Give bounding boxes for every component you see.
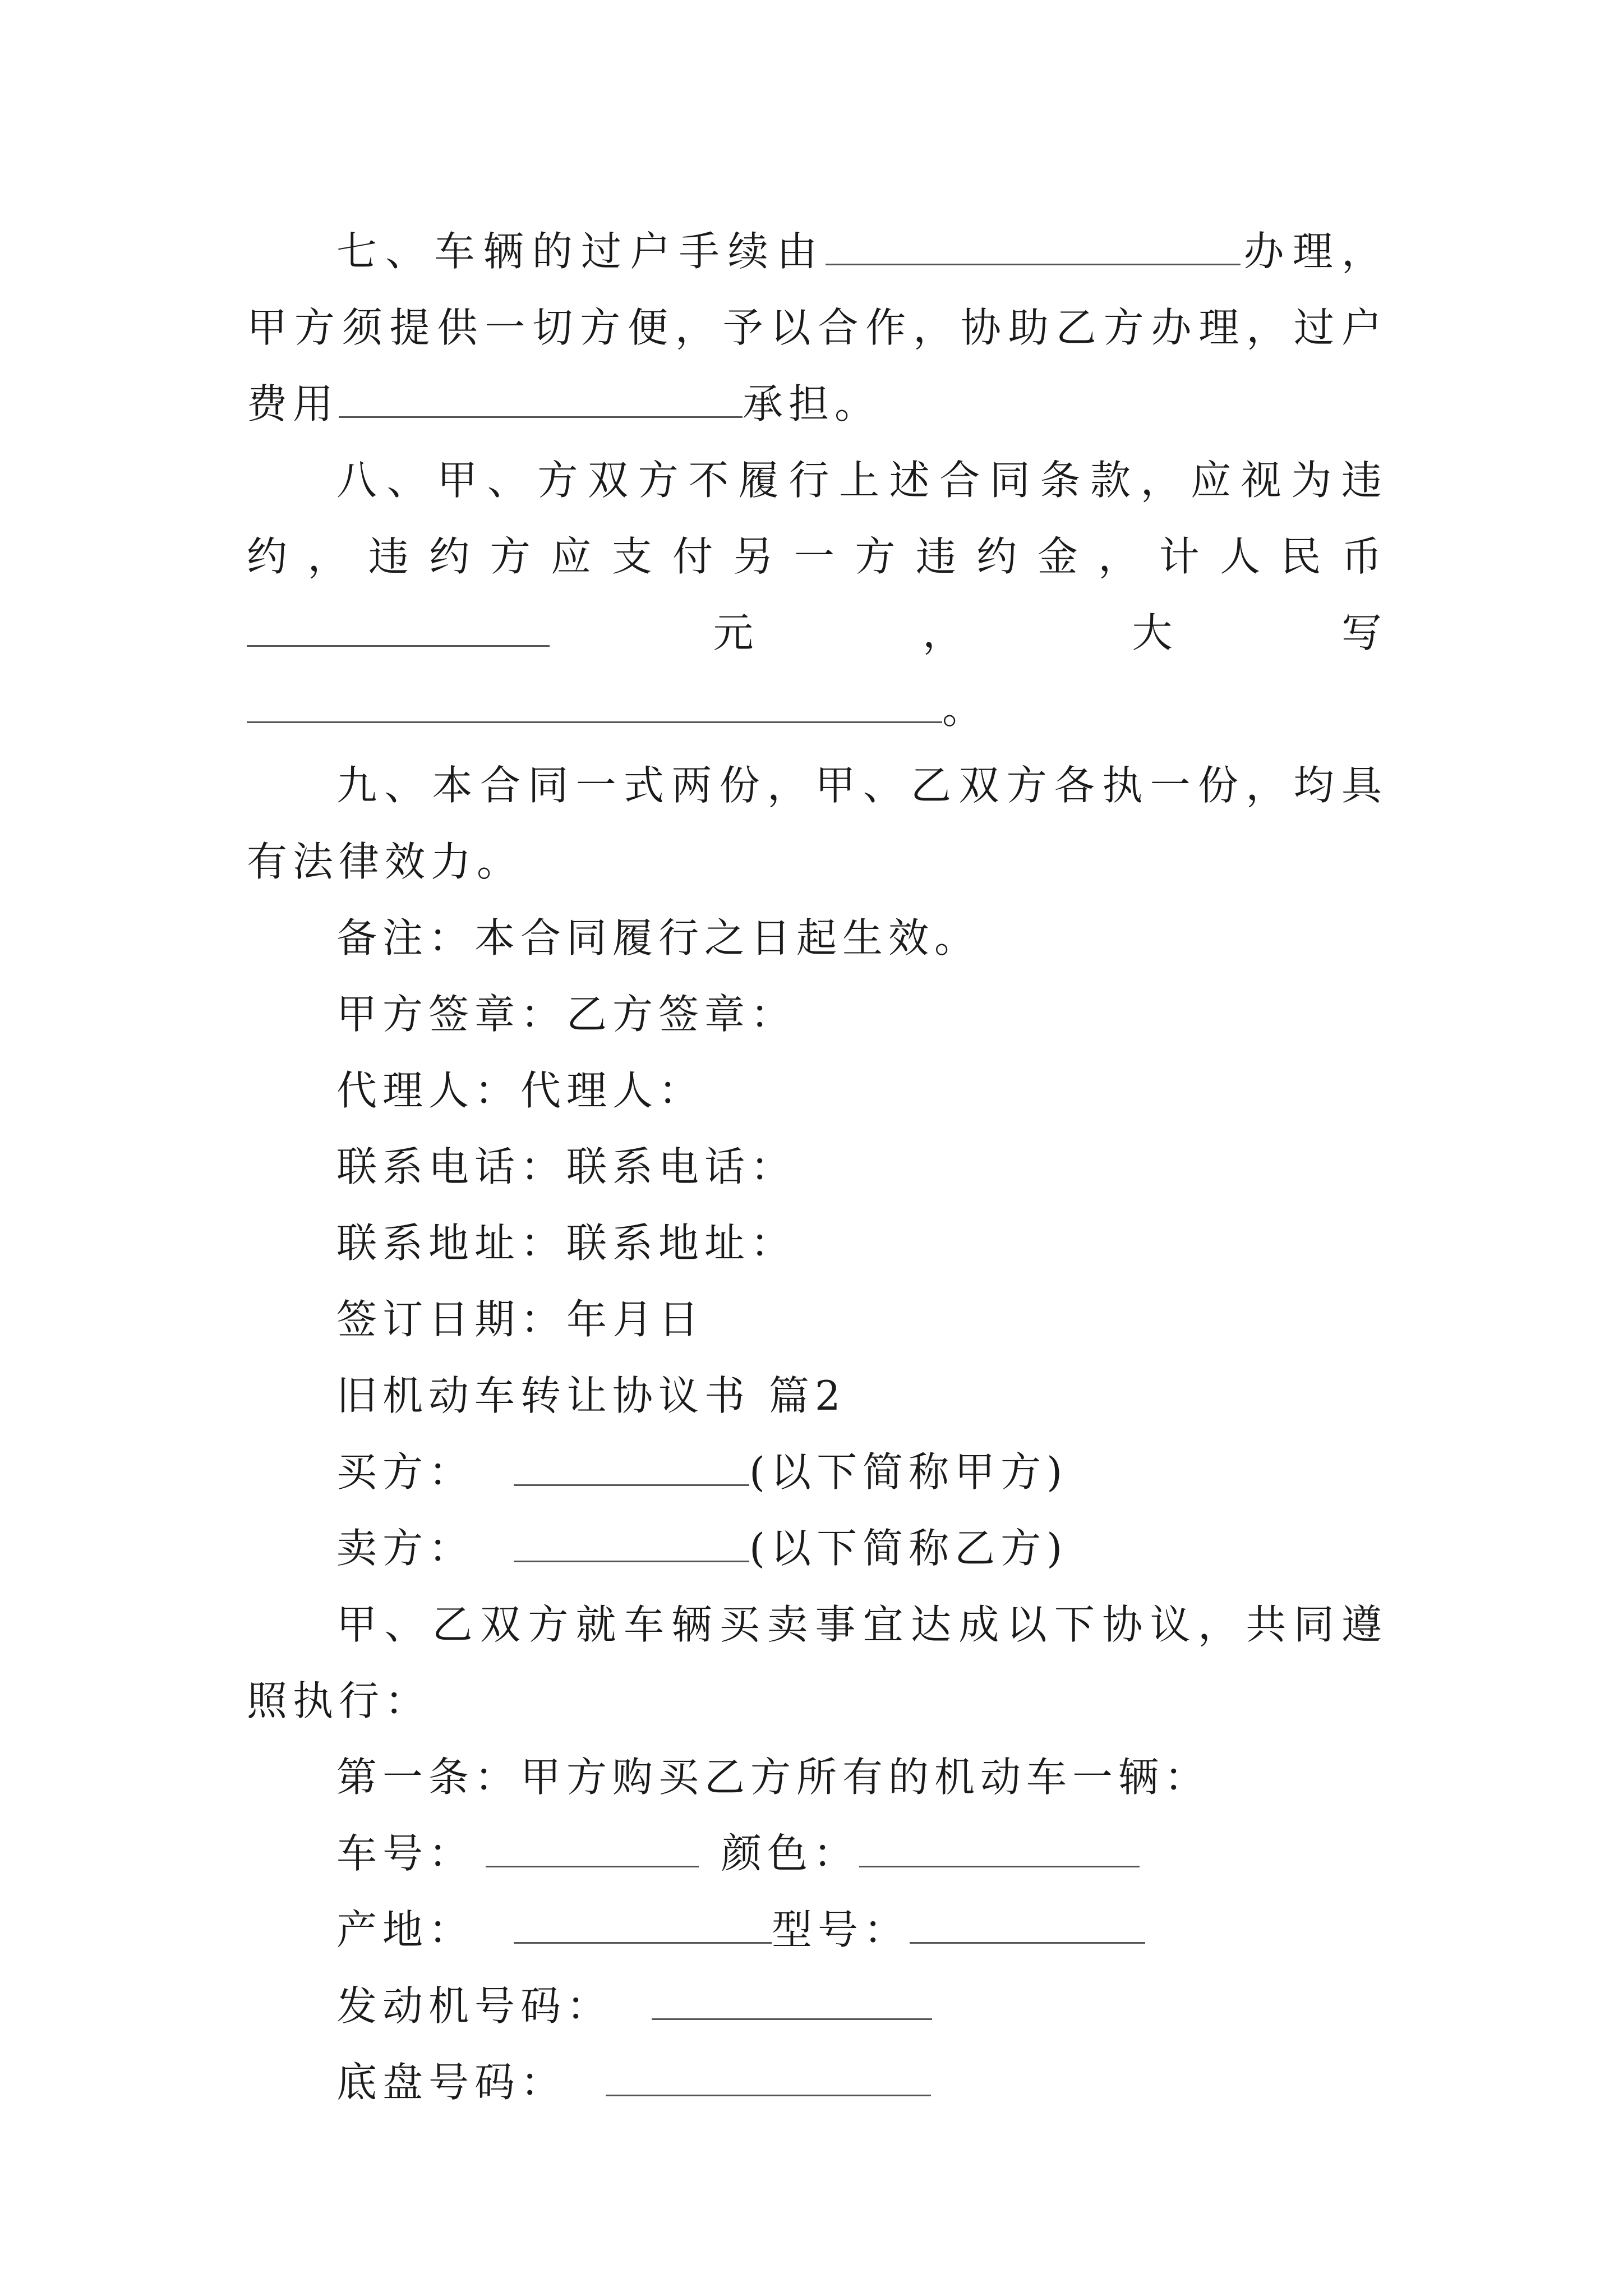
intro-paragraph: 甲、乙双方就车辆买卖事宜达成以下协议，共同遵照执行： [247, 1601, 1387, 1724]
color-blank[interactable] [859, 1828, 1140, 1867]
seller-label: 卖方： [336, 1525, 475, 1572]
transfer-handler-blank[interactable] [826, 226, 1241, 265]
engine-blank[interactable] [652, 1980, 932, 2020]
clause-8-text-b: 元，大写 [550, 609, 1387, 656]
engine-line [247, 1968, 1387, 2044]
clause-8-text-c: 。 [942, 685, 989, 733]
buyer-label: 买方： [336, 1448, 475, 1496]
plate-color-line [247, 1815, 1387, 1892]
clause-8-text-a: 八、甲、方双方不履行上述合同条款，应视为违约，违约方应支付另一方违约金，计人民币 [247, 457, 1387, 580]
penalty-amount-blank[interactable] [247, 607, 550, 647]
clause-7-text-a: 七、车辆的过户手续由 [336, 228, 826, 275]
remark-line: 备注：本合同履行之日起生效。 [336, 914, 981, 961]
penalty-amount-words-blank[interactable] [247, 683, 942, 723]
clause-7-text-b: 办理，甲方须提供一切方便，予以合作，协助乙方办理，过户费用 [247, 228, 1387, 427]
section-2-title: 旧机动车转让协议书 篇2 [336, 1372, 846, 1419]
clause-9: 九、本合同一式两份，甲、乙双方各执一份，均具有法律效力。 [247, 762, 1387, 885]
plate-label: 车号： [336, 1830, 475, 1877]
phone-line: 联系电话：联系电话： [336, 1143, 797, 1190]
address-line: 联系地址：联系地址： [336, 1220, 797, 1267]
chassis-label: 底盘号码： [336, 2059, 567, 2106]
seller-suffix: (以下简称乙方) [749, 1525, 1068, 1572]
chassis-blank[interactable] [606, 2056, 931, 2096]
chassis-line [247, 2044, 1387, 2120]
article-1: 第一条：甲方购买乙方所有的机动车一辆： [336, 1754, 1211, 1801]
buyer-suffix: (以下简称甲方) [749, 1448, 1068, 1496]
transfer-fee-payer-blank[interactable] [339, 378, 743, 418]
model-label: 型号： [772, 1906, 910, 1953]
engine-label: 发动机号码： [336, 1982, 613, 2030]
date-line: 签订日期：年月日 [336, 1296, 705, 1343]
seller-blank[interactable] [514, 1522, 749, 1562]
origin-model-line [247, 1892, 1387, 1968]
signature-line: 甲方签章：乙方签章： [336, 991, 797, 1038]
clause-7-text-c: 承担。 [743, 380, 881, 427]
seller-line [247, 1510, 1387, 1586]
color-label: 颜色： [721, 1830, 860, 1877]
clause-8 [247, 442, 1387, 747]
model-blank[interactable] [910, 1904, 1145, 1944]
plate-blank[interactable] [486, 1828, 699, 1867]
agent-line: 代理人：代理人： [336, 1067, 705, 1114]
buyer-line [247, 1434, 1387, 1510]
buyer-blank[interactable] [514, 1446, 749, 1486]
origin-label: 产地： [336, 1906, 475, 1953]
origin-blank[interactable] [514, 1904, 772, 1944]
clause-7 [247, 213, 1387, 442]
